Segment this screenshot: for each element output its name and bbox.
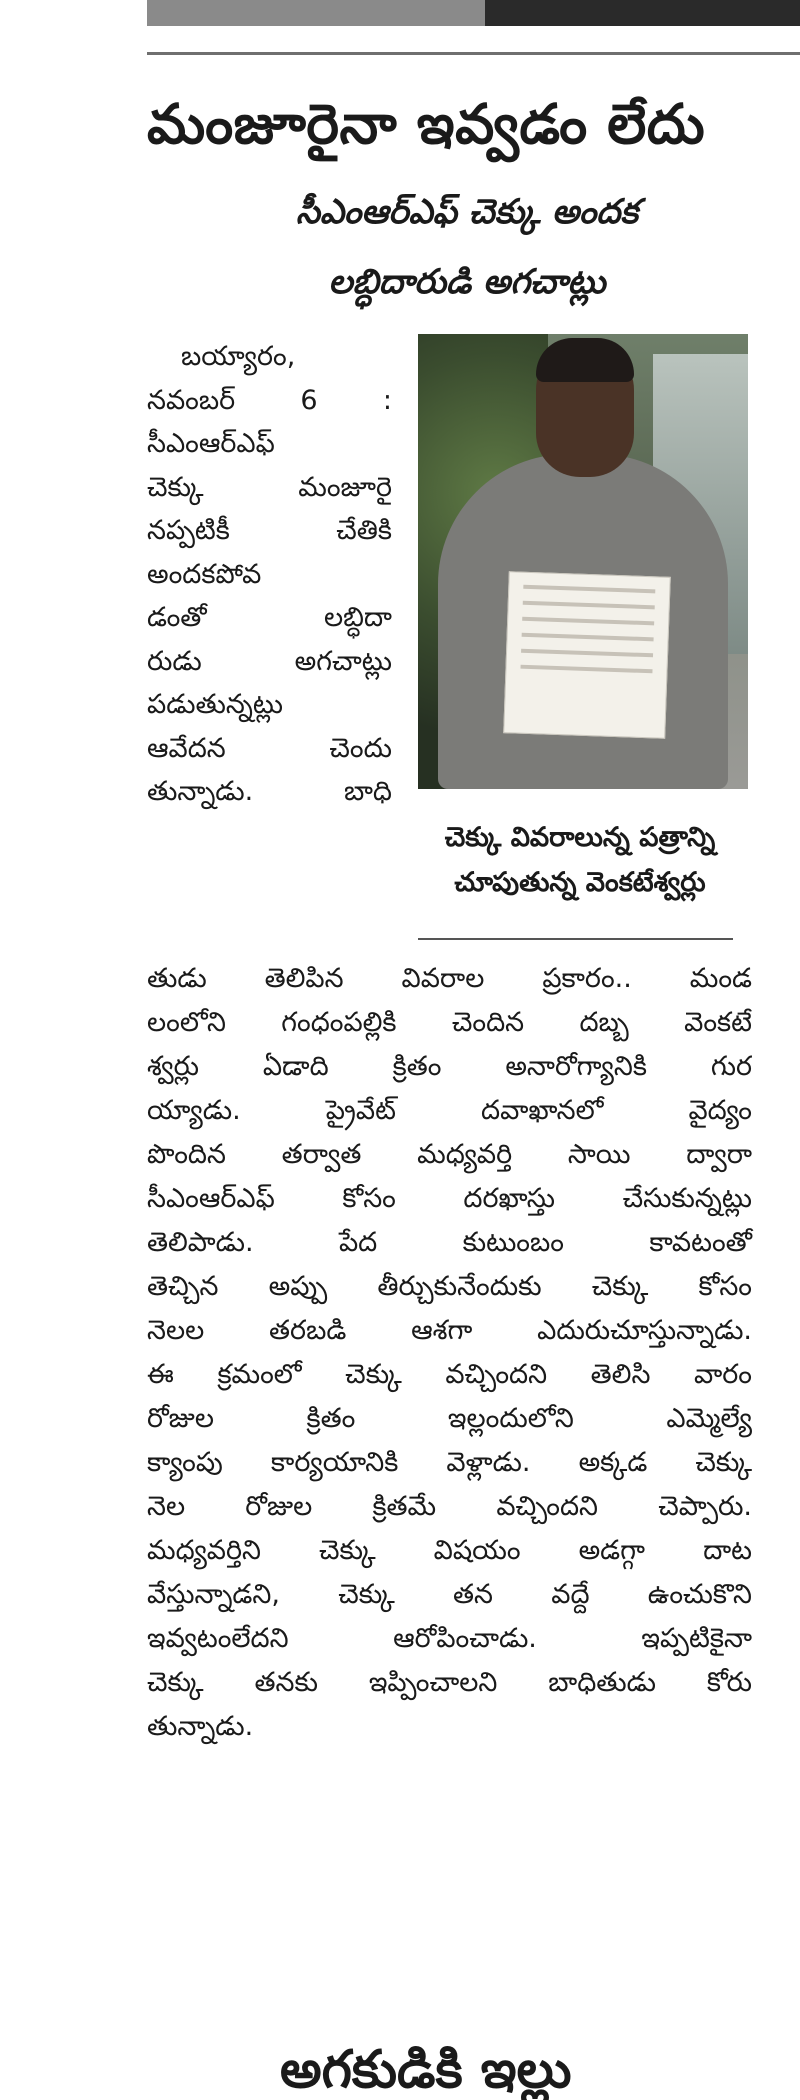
photo-document: [503, 571, 671, 739]
headline: మంజూరైనా ఇవ్వడం లేదు: [147, 92, 706, 156]
subheadline-line-1: సీఎంఆర్ఎఫ్ చెక్కు అందక: [295, 192, 639, 232]
body-line: తుడు తెలిపిన వివరాల ప్రకారం.. మండ: [147, 963, 752, 994]
narrow-line: పడుతున్నట్లు: [147, 689, 284, 720]
photo-caption-line-2: చూపుతున్న వెంకటేశ్వర్లు: [454, 867, 706, 898]
body-line: నెల రోజుల క్రితమే వచ్చిందని చెప్పారు.: [147, 1491, 752, 1522]
body-line: తెలిపాడు. పేద కుటుంబం కావటంతో: [147, 1227, 752, 1258]
header-rule: [147, 52, 800, 55]
photo-caption-line-1: చెక్కు వివరాలున్న పత్రాన్ని: [444, 822, 716, 853]
body-line: తున్నాడు.: [147, 1711, 254, 1742]
body-line: చెక్కు తనకు ఇప్పించాలని బాధితుడు కోరు: [147, 1667, 752, 1698]
next-article-headline: అగకుడికి ఇల్లు: [280, 2040, 572, 2100]
narrow-line: డంతో లబ్ధిదా: [147, 602, 392, 633]
narrow-line: సీఎంఆర్ఎఫ్: [147, 428, 275, 459]
photo-caption: [410, 815, 750, 905]
narrow-line: రుడు అగచాట్లు: [147, 645, 392, 677]
body-line: నెలల తరబడి ఆశగా ఎదురుచూస్తున్నాడు.: [147, 1315, 752, 1346]
body-line: రోజుల క్రితం ఇల్లందులోని ఎమ్మెల్యే: [147, 1403, 752, 1434]
dateline-place: బయ్యారం,: [181, 341, 296, 372]
photo-person-hair: [536, 338, 634, 382]
body-line: ఇవ్వటంలేదని ఆరోపించాడు. ఇప్పటికైనా: [147, 1623, 752, 1654]
narrow-line: తున్నాడు. బాధి: [147, 776, 392, 807]
body-line: లంలోని గంధంపల్లికి చెందిన దబ్బ వెంకటే: [147, 1007, 752, 1038]
body-line: క్యాంపు కార్యయానికి వెళ్లాడు. అక్కడ చెక్కు: [147, 1447, 752, 1478]
body-line: శ్వర్లు ఏడాది క్రితం అనారోగ్యానికి గుర: [147, 1051, 752, 1082]
news-photo: [418, 334, 748, 789]
body-line: పొందిన తర్వాత మధ్యవర్తి సాయి ద్వారా: [147, 1139, 752, 1170]
dateline-date: నవంబర్ 6 :: [147, 384, 392, 416]
body-line: య్యాడు. ప్రైవేట్ దవాఖానలో వైద్యం: [147, 1095, 752, 1126]
narrow-line: అందకపోవ: [147, 558, 262, 590]
body-line: వేస్తున్నాడని, చెక్కు తన వద్దే ఉంచుకొని: [147, 1579, 752, 1610]
narrow-line: నప్పటికీ చేతికి: [147, 515, 392, 546]
body-line: సీఎంఆర్ఎఫ్ కోసం దరఖాస్తు చేసుకున్నట్లు: [147, 1183, 752, 1214]
subheadline-line-2: లబ్ధిదారుడి అగచాట్లు: [328, 262, 606, 302]
body-line: మధ్యవర్తిని చెక్కు విషయం అడగ్గా దాట: [147, 1535, 752, 1566]
body-line: తెచ్చిన అప్పు తీర్చుకునేందుకు చెక్కు కోసం: [147, 1271, 752, 1302]
narrow-line: చెక్కు మంజూరై: [147, 471, 392, 503]
body-line: ఈ క్రమంలో చెక్కు వచ్చిందని తెలిసి వారం: [147, 1359, 752, 1390]
top-bar-dark-segment: [485, 0, 800, 26]
caption-rule: [418, 938, 733, 940]
article-body: [147, 957, 752, 1749]
narrow-column: [147, 335, 392, 814]
narrow-line: ఆవేదన చెందు: [147, 732, 392, 764]
